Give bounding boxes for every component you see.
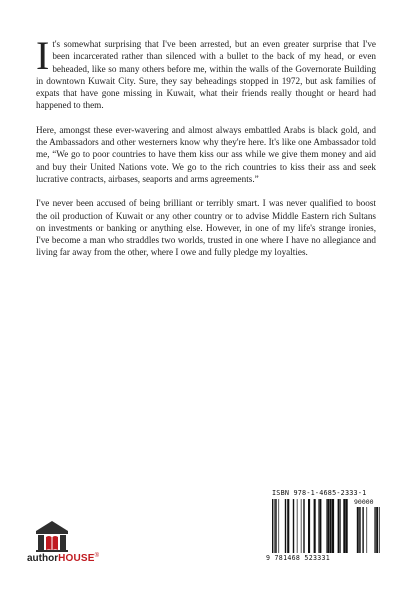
blurb-text (36, 33, 376, 271)
house-book-logo-icon (34, 520, 70, 552)
publisher-name: authorHOUSE® (27, 553, 100, 564)
drop-cap-letter: I (36, 33, 50, 78)
paragraph-text: t's somewhat surprising that I've been arrested, but an even greater surprise that I've been incarcerated rather than silenced with a bullet to the back of my head, or even beheaded, like so many others before me, within the walls of the Governorate Building in downtown Kuwait City. Sure, they say beheadings stopped in 1972, but ask families of expats that have gone missing in Kuwait, what their friends really thought or heard had happened to them. (36, 39, 376, 111)
ean-digits: 9 781468 523331 (266, 554, 331, 562)
isbn-label: ISBN 978-1-4685-2333-1 (272, 489, 367, 497)
paragraph-text: I've never been accused of being brilliant or terribly smart. I was never qualified to boost the oil production of Kuwait or any other country or to advise Middle Eastern rich Sultans on investments or banking or anything else. However, in one of my life's strange ironies, I've become a man who straddles two worlds, trusted in one where I have no allegiance and living far away from the other, where I owe and fully pledge my loyalties. (36, 198, 376, 258)
isbn-barcode (264, 487, 384, 563)
paragraph-text: Here, amongst these ever-wavering and almost always embattled Arabs is black gold, and the Ambassadors and other westerners know why they're here. It's like one Ambassador told me, “We go to poor countries to have them kiss our ass while we give them money and aid and buy their United Nations vote. We go to the rich countries to kiss their ass and seek lucrative contracts, airbases, seaports and arms agreements.” (36, 124, 376, 184)
blurb-paragraph-2 (36, 124, 376, 185)
publisher-logo (27, 520, 107, 570)
blurb-paragraph-1 (36, 33, 376, 112)
blurb-paragraph-3 (36, 197, 376, 258)
barcode-bars (270, 499, 382, 555)
price-code: 90000 (354, 498, 374, 506)
